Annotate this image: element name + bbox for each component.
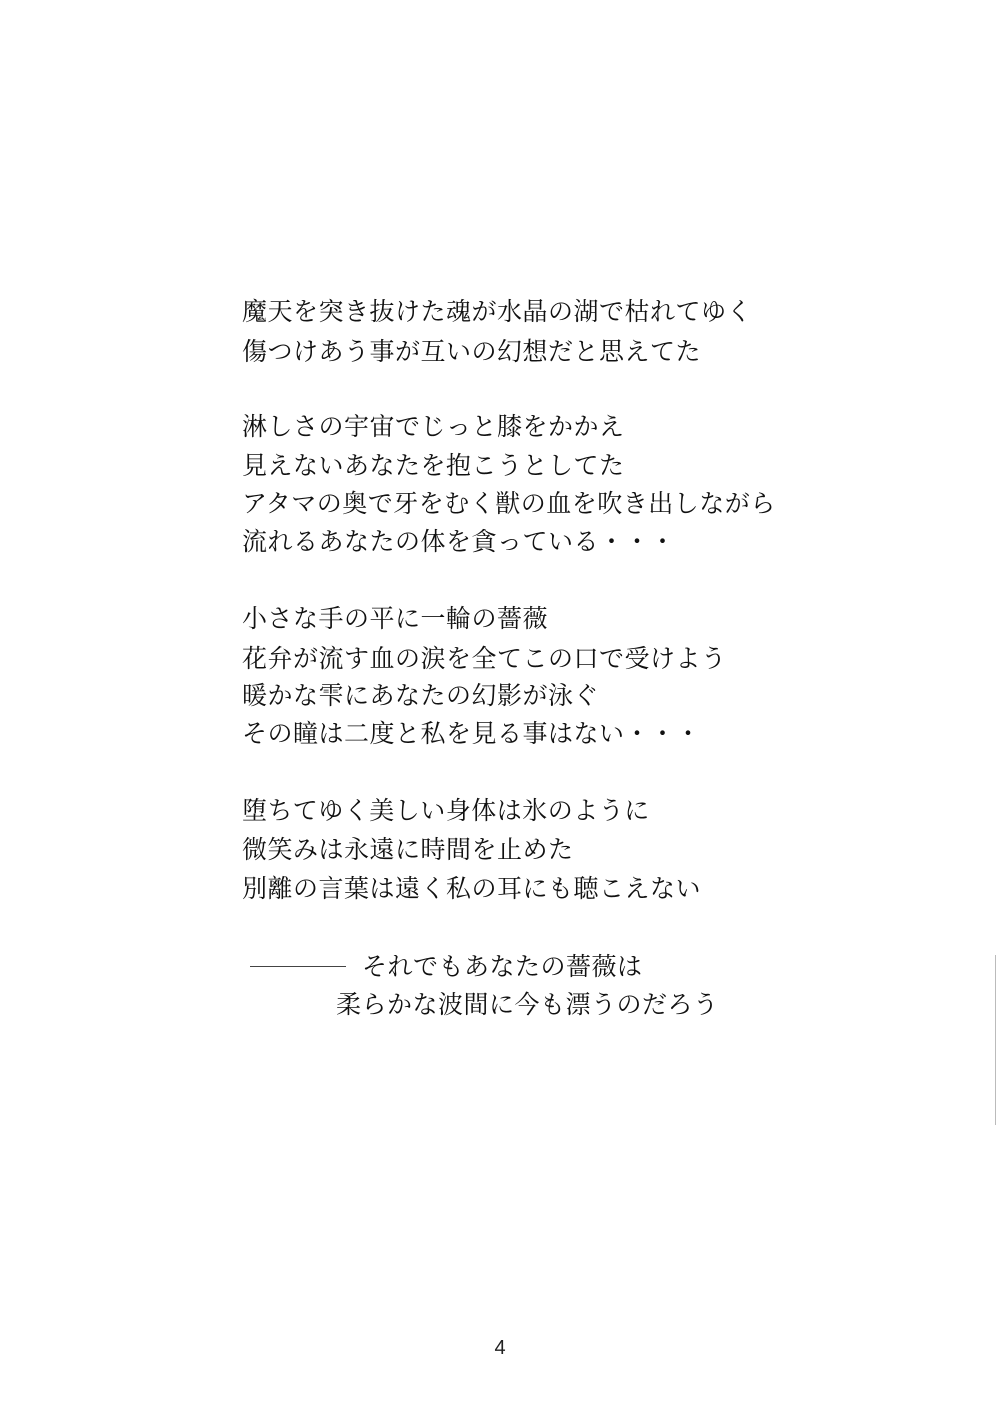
poem-line: 堕ちてゆく美しい身体は氷のように [242, 796, 650, 825]
poem-line: その瞳は二度と私を見る事はない・・・ [242, 719, 702, 748]
poem-line: 微笑みは永遠に時間を止めた [242, 835, 574, 864]
poem-line: 傷つけあう事が互いの幻想だと思えてた [242, 337, 702, 366]
poem-line: 小さな手の平に一輪の薔薇 [242, 604, 549, 633]
page-number: 4 [494, 1337, 506, 1359]
poem-line: アタマの奥で牙をむく獣の血を吹き出しながら [242, 489, 776, 518]
closing-dash [250, 966, 346, 967]
page-edge-mark [995, 955, 996, 1125]
poem-line: 魔天を突き抜けた魂が水晶の湖で枯れてゆく [242, 297, 753, 326]
poem-line: 流れるあなたの体を貪っている・・・ [242, 527, 676, 556]
poem-line: 柔らかな波間に今も漂うのだろう [336, 990, 719, 1019]
poem-line: 別離の言葉は遠く私の耳にも聴こえない [242, 874, 702, 903]
poem-line: 見えないあなたを抱こうとしてた [242, 451, 625, 480]
poem-line: 花弁が流す血の涙を全てこの口で受けよう [242, 644, 727, 673]
poem-line: 淋しさの宇宙でじっと膝をかかえ [242, 412, 625, 441]
poem-line: それでもあなたの薔薇は [362, 952, 643, 981]
poem-line: 暖かな雫にあなたの幻影が泳ぐ [242, 681, 600, 710]
